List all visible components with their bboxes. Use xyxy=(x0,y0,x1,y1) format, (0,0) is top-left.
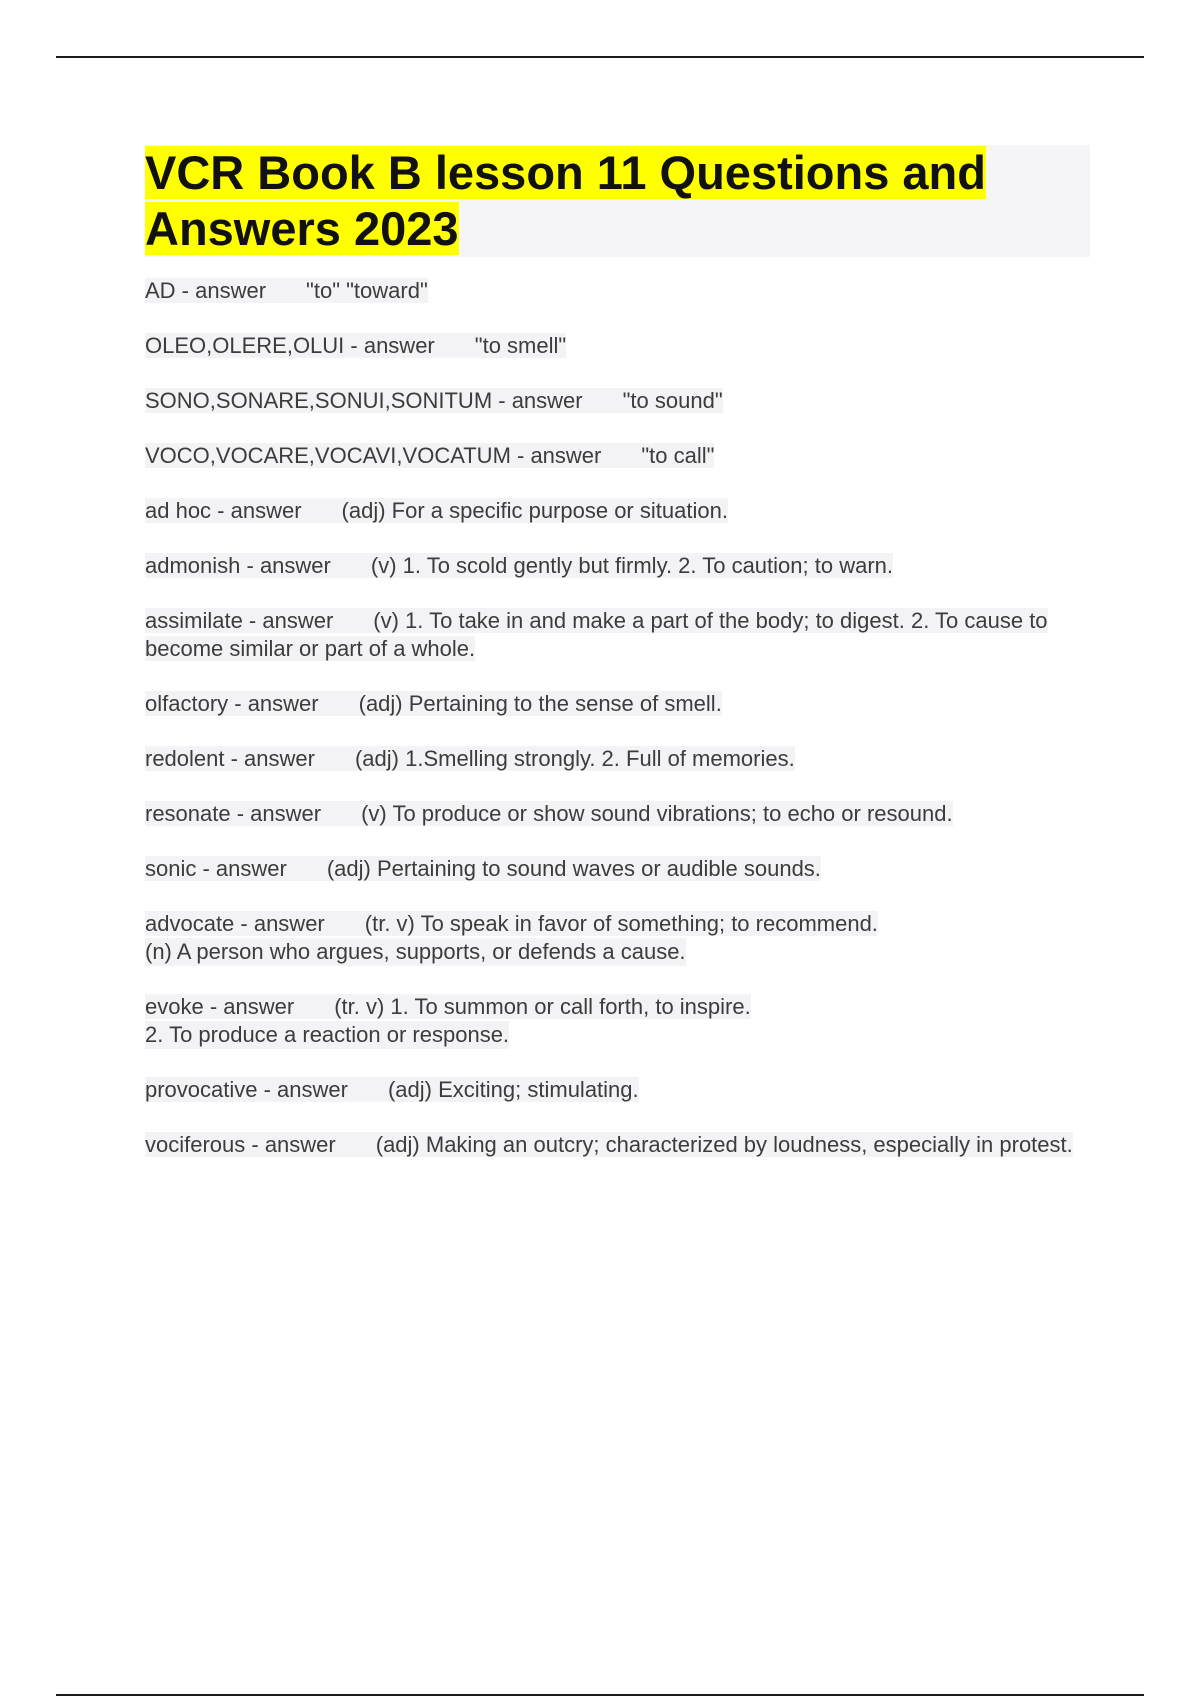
qa-line xyxy=(145,553,893,578)
qa-entry xyxy=(145,1131,1090,1159)
qa-line xyxy=(145,911,878,936)
qa-definition: (adj) 1.Smelling strongly. 2. Full of memories. xyxy=(354,746,795,771)
qa-definition: "to sound" xyxy=(622,388,723,413)
qa-term: admonish - answer xyxy=(145,553,331,578)
qa-definition: "to smell" xyxy=(474,333,567,358)
qa-entry xyxy=(145,800,1090,828)
qa-entry xyxy=(145,607,1090,663)
qa-line xyxy=(145,388,723,413)
qa-entry xyxy=(145,855,1090,883)
qa-entry xyxy=(145,497,1090,525)
qa-definition: (adj) For a specific purpose or situation. xyxy=(341,498,728,523)
qa-entry xyxy=(145,690,1090,718)
qa-entry xyxy=(145,332,1090,360)
qa-entry xyxy=(145,745,1090,773)
qa-entry xyxy=(145,910,1090,966)
qa-definition: (v) 1. To take in and make a part of the body; to digest. 2. To cause to become similar or part of a whole. xyxy=(145,608,1048,661)
document-body xyxy=(145,145,1090,1186)
qa-line xyxy=(145,333,566,358)
qa-line xyxy=(145,856,821,881)
qa-line xyxy=(145,1077,639,1102)
document-title-text: VCR Book B lesson 11 Questions and Answers 2023 xyxy=(145,146,986,255)
qa-line xyxy=(145,608,1048,661)
qa-definition-continued: 2. To produce a reaction or response. xyxy=(145,1022,510,1047)
qa-definition: "to" "toward" xyxy=(306,278,428,303)
qa-entry xyxy=(145,277,1090,305)
qa-entry xyxy=(145,1076,1090,1104)
qa-term: resonate - answer xyxy=(145,801,322,826)
qa-term: olfactory - answer xyxy=(145,691,319,716)
qa-line xyxy=(145,746,795,771)
qa-term: vociferous - answer xyxy=(145,1132,336,1157)
qa-line xyxy=(145,801,953,826)
qa-definition: (adj) Exciting; stimulating. xyxy=(387,1077,639,1102)
document-title xyxy=(145,145,1090,257)
qa-term: redolent - answer xyxy=(145,746,315,771)
qa-line xyxy=(145,278,428,303)
qa-entry xyxy=(145,387,1090,415)
qa-term: ad hoc - answer xyxy=(145,498,302,523)
qa-definition: (tr. v) To speak in favor of something; to recommend. xyxy=(364,911,878,936)
qa-line xyxy=(145,498,728,523)
qa-term: sonic - answer xyxy=(145,856,287,881)
qa-term: VOCO,VOCARE,VOCAVI,VOCATUM - answer xyxy=(145,443,602,468)
title-block xyxy=(145,145,1090,257)
qa-definition: (adj) Pertaining to sound waves or audible sounds. xyxy=(326,856,821,881)
qa-line xyxy=(145,994,751,1019)
qa-term: AD - answer xyxy=(145,278,267,303)
qa-list xyxy=(145,277,1090,1159)
qa-entry xyxy=(145,552,1090,580)
qa-line xyxy=(145,1132,1073,1157)
qa-term: provocative - answer xyxy=(145,1077,348,1102)
qa-line xyxy=(145,691,722,716)
qa-definition: (v) 1. To scold gently but firmly. 2. To caution; to warn. xyxy=(370,553,893,578)
qa-term: advocate - answer xyxy=(145,911,325,936)
qa-entry xyxy=(145,442,1090,470)
qa-term: SONO,SONARE,SONUI,SONITUM - answer xyxy=(145,388,583,413)
qa-entry xyxy=(145,993,1090,1049)
qa-term: assimilate - answer xyxy=(145,608,334,633)
qa-definition-continued: (n) A person who argues, supports, or defends a cause. xyxy=(145,939,686,964)
qa-term: evoke - answer xyxy=(145,994,295,1019)
qa-definition: (adj) Making an outcry; characterized by loudness, especially in protest. xyxy=(375,1132,1073,1157)
qa-definition: (tr. v) 1. To summon or call forth, to inspire. xyxy=(334,994,751,1019)
qa-definition: "to call" xyxy=(641,443,715,468)
page-top-rule xyxy=(56,56,1144,58)
qa-line xyxy=(145,443,714,468)
qa-definition: (adj) Pertaining to the sense of smell. xyxy=(358,691,722,716)
qa-definition: (v) To produce or show sound vibrations; to echo or resound. xyxy=(361,801,953,826)
qa-term: OLEO,OLERE,OLUI - answer xyxy=(145,333,435,358)
page-bottom-rule xyxy=(56,1694,1144,1696)
